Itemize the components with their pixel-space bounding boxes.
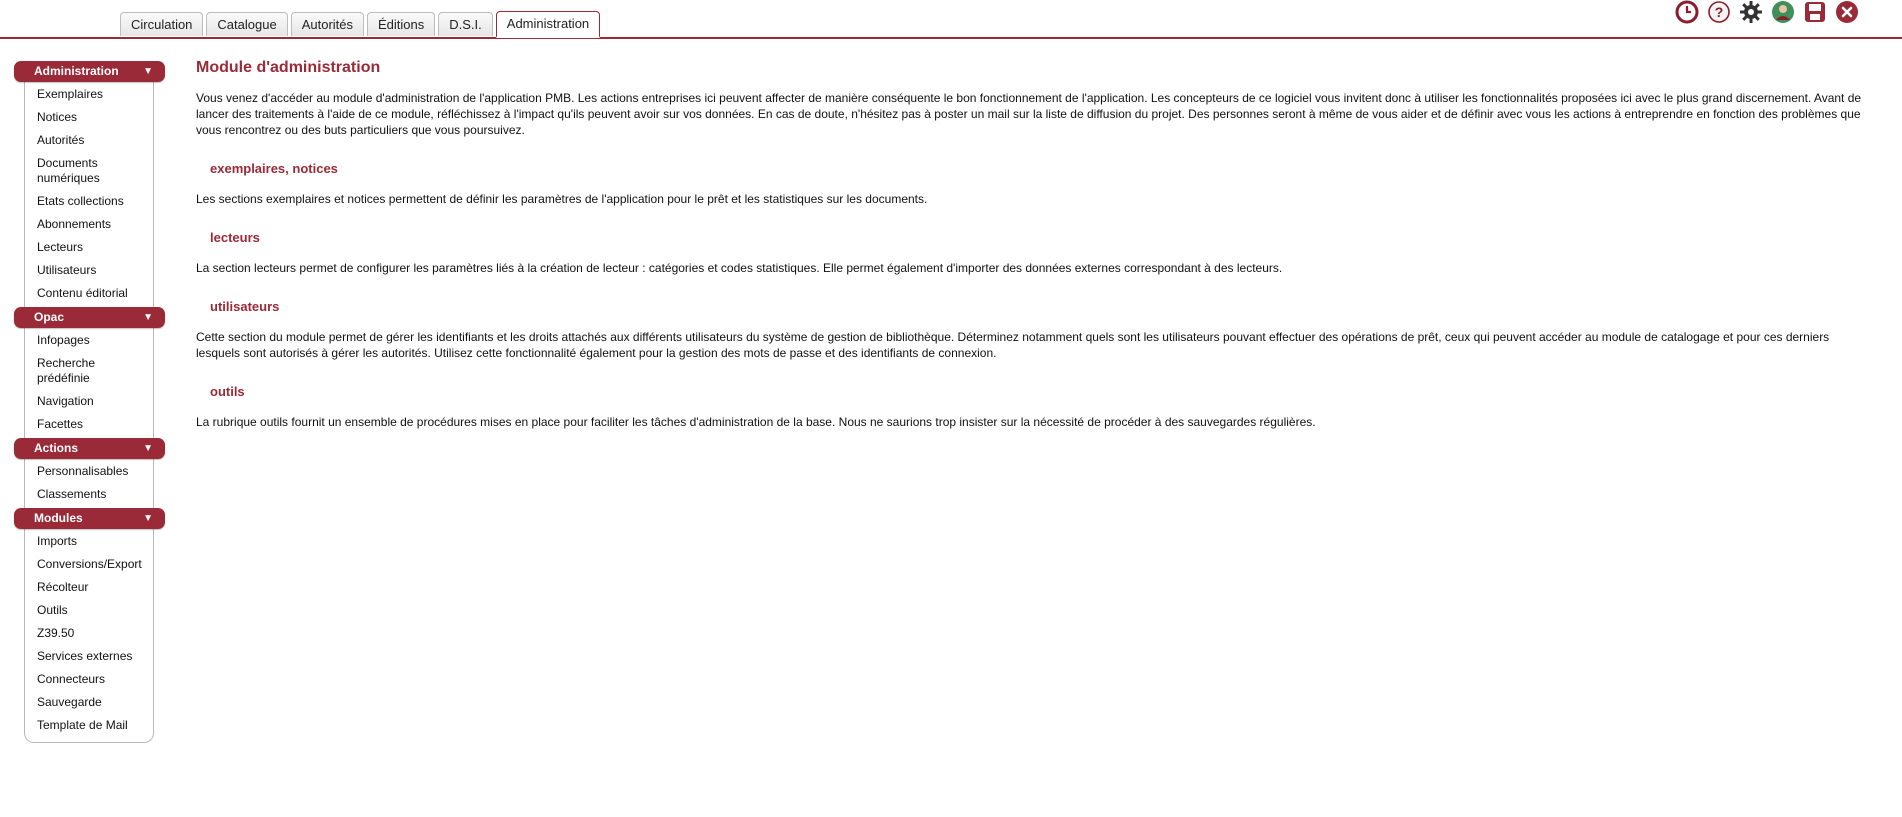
caret-down-icon: ▼ <box>143 66 153 77</box>
sidebar-item-autorites[interactable]: Autorités <box>37 133 85 147</box>
tab-autorites[interactable]: Autorités <box>291 12 364 36</box>
sidebar-item-contenu-editorial[interactable]: Contenu éditorial <box>37 286 128 300</box>
sidebar-item-navigation[interactable]: Navigation <box>37 394 94 408</box>
menu-group-label: Actions <box>34 441 79 455</box>
tab-catalogue[interactable]: Catalogue <box>206 12 287 36</box>
sidebar <box>14 61 165 739</box>
section-text-exemplaires-notices: Les sections exemplaires et notices permettent de définir les paramètres de l'application pour le prêt et les statistiques sur les documents. <box>196 192 928 206</box>
sidebar-item-facettes[interactable]: Facettes <box>37 417 84 431</box>
sidebar-item-infopages[interactable]: Infopages <box>37 333 90 347</box>
sidebar-item-documents-numeriques[interactable]: Documents numériques <box>37 156 100 185</box>
main-content <box>196 58 1866 430</box>
sidebar-item-utilisateurs[interactable]: Utilisateurs <box>37 263 97 277</box>
menu-group-label: Modules <box>34 511 83 525</box>
sidebar-item-imports[interactable]: Imports <box>37 534 78 548</box>
caret-down-icon: ▼ <box>143 443 153 454</box>
settings-icon[interactable] <box>1739 0 1763 24</box>
sidebar-item-conversions-export[interactable]: Conversions/Export <box>37 557 142 571</box>
sidebar-item-connecteurs[interactable]: Connecteurs <box>37 672 106 686</box>
sidebar-item-personnalisables[interactable]: Personnalisables <box>37 464 129 478</box>
section-title-lecteurs: lecteurs <box>210 230 260 245</box>
sidebar-item-etats-collections[interactable]: Etats collections <box>37 194 124 208</box>
sidebar-item-z3950[interactable]: Z39.50 <box>37 626 75 640</box>
section-text-lecteurs: La section lecteurs permet de configurer les paramètres liés à la création de lecteur : catégories et codes statistiques. Elle permet également d'importer des données externes correspondant à des lecteurs. <box>196 261 1283 275</box>
tab-circulation[interactable]: Circulation <box>120 12 203 36</box>
sidebar-item-notices[interactable]: Notices <box>37 110 78 124</box>
menu-group-label: Administration <box>34 64 119 78</box>
section-title-exemplaires-notices: exemplaires, notices <box>210 161 338 176</box>
tab-administration[interactable]: Administration <box>496 11 600 38</box>
help-icon[interactable] <box>1707 0 1731 24</box>
save-icon[interactable] <box>1803 0 1827 24</box>
caret-down-icon: ▼ <box>143 312 153 323</box>
user-icon[interactable] <box>1771 0 1795 24</box>
sidebar-item-lecteurs[interactable]: Lecteurs <box>37 240 84 254</box>
sidebar-item-exemplaires[interactable]: Exemplaires <box>37 87 104 101</box>
svg-text:?: ? <box>1714 4 1724 20</box>
menu-group-actions[interactable] <box>14 438 165 459</box>
close-icon[interactable] <box>1835 0 1859 24</box>
page-title: Module d'administration <box>196 59 381 76</box>
menu-group-modules[interactable] <box>14 508 165 529</box>
sidebar-item-sauvegarde[interactable]: Sauvegarde <box>37 695 102 709</box>
menu-group-label: Opac <box>34 310 65 324</box>
module-tabs <box>120 12 600 38</box>
section-text-outils: La rubrique outils fournit un ensemble de procédures mises en place pour faciliter les tâches d'administration de la base. Nous ne saurions trop insister sur la nécessité de procéder à des sauvegardes régulières. <box>196 415 1316 429</box>
sidebar-item-recherche-predefinie[interactable]: Recherche prédéfinie <box>37 356 96 385</box>
toolbar-icons <box>1675 0 1859 24</box>
menu-group-opac[interactable] <box>14 307 165 328</box>
top-navigation <box>0 0 1902 38</box>
section-text-utilisateurs: Cette section du module permet de gérer les identifiants et les droits attachés aux différents utilisateurs du système de gestion de bibliothèque. Déterminez notamment quels sont les utilisateurs pouvant effectuer des opérations de prêt, ceux qui peuvent accéder au module de catalogage et pour ces derniers lesquels sont autorisés à gérer les autorités. Utilisez cette fonctionnalité également pour la gestion des mots de passe et des identifiants de connexion. <box>196 330 1830 360</box>
tab-dsi[interactable]: D.S.I. <box>438 12 493 36</box>
sidebar-item-outils[interactable]: Outils <box>37 603 68 617</box>
tab-editions[interactable]: Éditions <box>367 12 435 36</box>
history-icon[interactable] <box>1675 0 1699 24</box>
section-title-utilisateurs: utilisateurs <box>210 299 280 314</box>
sidebar-item-services-externes[interactable]: Services externes <box>37 649 133 663</box>
menu-group-administration[interactable] <box>14 61 165 82</box>
sidebar-item-classements[interactable]: Classements <box>37 487 107 501</box>
section-title-outils: outils <box>210 384 245 399</box>
sidebar-item-recolteur[interactable]: Récolteur <box>37 580 89 594</box>
intro-paragraph: Vous venez d'accéder au module d'administration de l'application PMB. Les actions entreprises ici peuvent affecter de manière conséquente le bon fonctionnement de l'application. Les concepteurs de ce logiciel vous invitent donc à utiliser les fonctionnalités proposées ici avec le plus grand discernement. Avant de lancer des traitements à l'aide de ce module, réfléchissez à l'impact qu'ils peuvent avoir sur vos données. En cas de doute, n'hésitez pas à poster un mail sur la liste de diffusion du projet. Des personnes seront à même de vous aider et de définir avec vous les actions à entreprendre en fonction des problèmes que vous rencontrez ou des buts particuliers que vous poursuivez. <box>196 91 1862 137</box>
sidebar-item-template-de-mail[interactable]: Template de Mail <box>37 718 128 732</box>
sidebar-item-abonnements[interactable]: Abonnements <box>37 217 112 231</box>
caret-down-icon: ▼ <box>143 513 153 524</box>
top-divider <box>0 37 1902 39</box>
